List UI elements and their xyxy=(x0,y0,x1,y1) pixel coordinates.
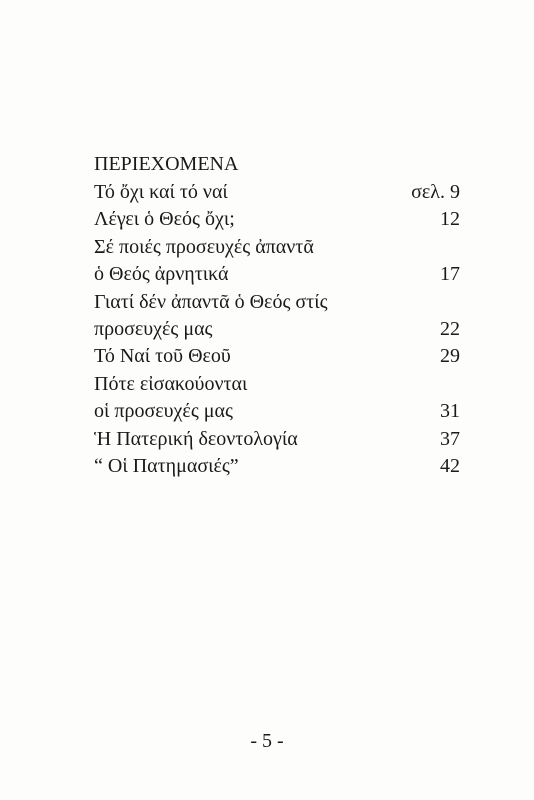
toc-entry xyxy=(94,206,460,233)
toc-entry-title: Γιατί δέν ἀπαντᾶ ὁ Θεός στίς xyxy=(94,290,328,313)
toc-entry-title: Τό ὄχι καί τό ναί xyxy=(94,181,228,203)
toc-entry-page: 22 xyxy=(440,317,460,340)
table-of-contents xyxy=(94,149,460,480)
toc-entry-title: “ Οἱ Πατημασιές” xyxy=(94,454,239,477)
toc-entry xyxy=(94,234,460,261)
toc-entry-page: σελ. 9 xyxy=(411,181,460,203)
toc-entry-page: 17 xyxy=(440,263,460,286)
toc-entry-page: 42 xyxy=(440,454,460,477)
toc-entry-title: Λέγει ὁ Θεός ὄχι; xyxy=(94,208,235,231)
toc-entry-title: Ἡ Πατερική δεοντολογία xyxy=(94,427,298,450)
toc-entry-page: 31 xyxy=(440,400,460,423)
toc-entry-title: οἱ προσευχές μας xyxy=(94,400,233,423)
toc-entry xyxy=(94,179,460,206)
toc-entry-title: Τό Ναί τοῦ Θεοῦ xyxy=(94,345,231,368)
toc-entry-page: 37 xyxy=(440,427,460,450)
toc-entry xyxy=(94,316,460,343)
toc-entry xyxy=(94,371,460,398)
toc-entry xyxy=(94,398,460,425)
toc-entry-title: Σέ ποιές προσευχές ἀπαντᾶ xyxy=(94,235,314,258)
toc-entry xyxy=(94,289,460,316)
toc-entry xyxy=(94,261,460,288)
toc-list xyxy=(94,179,460,480)
toc-title: ΠΕΡΙΕΧΟΜΕΝΑ xyxy=(94,153,239,175)
page-number: - 5 - xyxy=(250,730,284,752)
toc-entry-page: 29 xyxy=(440,345,460,368)
toc-entry-title: ὁ Θεός ἀρνητικά xyxy=(94,263,229,286)
toc-entry xyxy=(94,453,460,480)
toc-entry-title: Πότε εἰσακούονται xyxy=(94,372,248,395)
toc-entry-title: προσευχές μας xyxy=(94,317,213,340)
toc-entry xyxy=(94,343,460,370)
toc-entry-page: 12 xyxy=(440,208,460,231)
toc-entry xyxy=(94,426,460,453)
